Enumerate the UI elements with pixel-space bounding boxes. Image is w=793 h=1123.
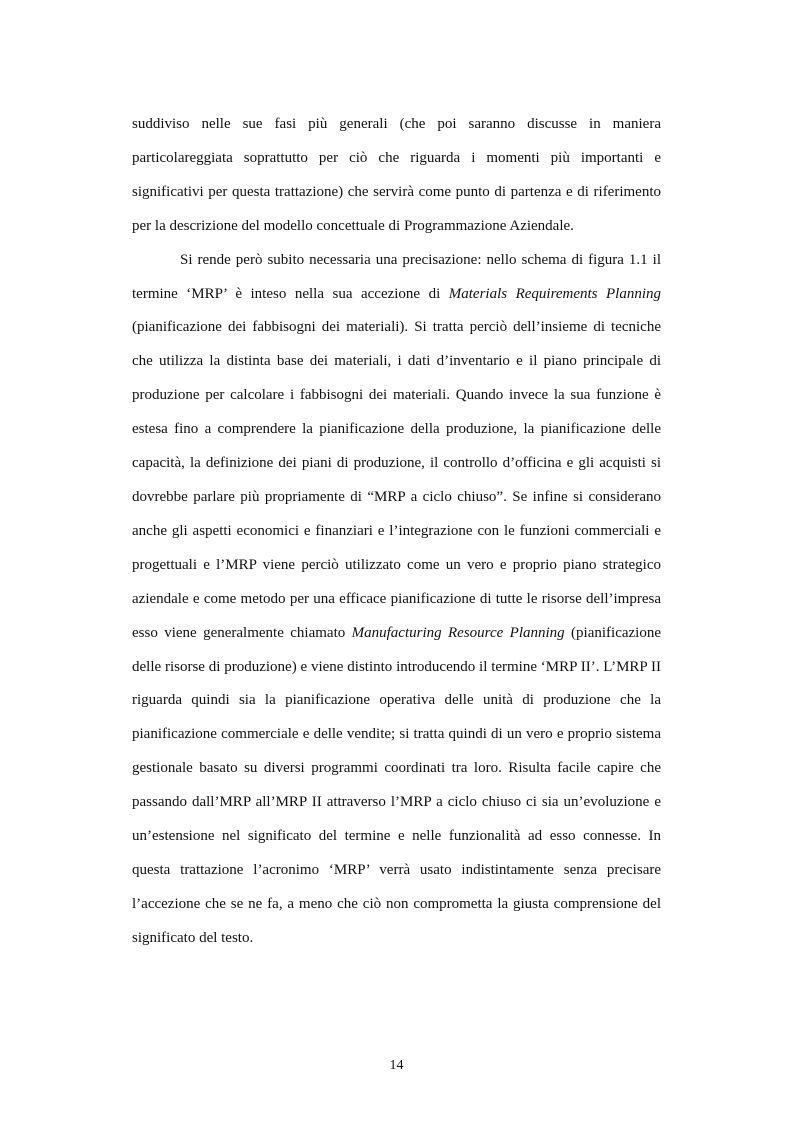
body-text	[132, 108, 661, 956]
paragraph-2-part-3: (pianificazione delle risorse di produzione) e viene distinto introducendo il termine ‘MRP II’. L’MRP II riguarda quindi sia la pianificazione operativa delle unità di produzione che la pianificazione commerciale e delle vendite; si tratta quindi di un vero e proprio sistema gestionale basato su diversi programmi coordinati tra loro. Risulta facile capire che passando dall’MRP all’MRP II attraverso l’MRP a ciclo chiuso ci sia un’evoluzione e un’estensione nel significato del termine e nelle funzionalità ad esso connesse. In questa trattazione l’acronimo ‘MRP’ verrà usato indistintamente senza precisare l’accezione che se ne fa, a meno che ciò non comprometta la giusta comprensione del significato del testo.	[132, 624, 662, 946]
paragraph-2	[132, 244, 661, 956]
page-number: 14	[389, 1058, 404, 1073]
term-manufacturing-resource-planning: Manufacturing Resource Planning	[351, 624, 565, 641]
paragraph-2-part-2: (pianificazione dei fabbisogni dei materiali). Si tratta perciò dell’insieme di tecniche che utilizza la distinta base dei materiali, i dati d’inventario e il piano principale di produzione per calcolare i fabbisogni dei materiali. Quando invece la sua funzione è estesa fino a comprendere la pianificazione della produzione, la pianificazione delle capacità, la definizione dei piani di produzione, il controllo d’officina e gli acquisti si dovrebbe parlare più propriamente di “MRP a ciclo chiuso”. Se infine si considerano anche gli aspetti economici e finanziari e l’integrazione con le funzioni commerciali e progettuali e l’MRP viene perciò utilizzato come un vero e proprio piano strategico aziendale e come metodo per una efficace pianificazione di tutte le risorse dell’impresa esso viene generalmente chiamato	[132, 319, 661, 641]
term-materials-requirements-planning: Materials Requirements Planning	[448, 285, 662, 302]
paragraph-1	[132, 108, 661, 244]
paragraph-1-text: suddiviso nelle sue fasi più generali (che poi saranno discusse in maniera particolareggiata soprattutto per ciò che riguarda i momenti più importanti e significativi per questa trattazione) che servirà come punto di partenza e di riferimento per la descrizione del modello concettuale di Programmazione Aziendale.	[132, 116, 661, 234]
paragraph-2-part-1: Si rende però subito necessaria una precisazione: nello schema di figura 1.1 il termine ‘MRP’ è inteso nella sua accezione di	[132, 251, 661, 302]
